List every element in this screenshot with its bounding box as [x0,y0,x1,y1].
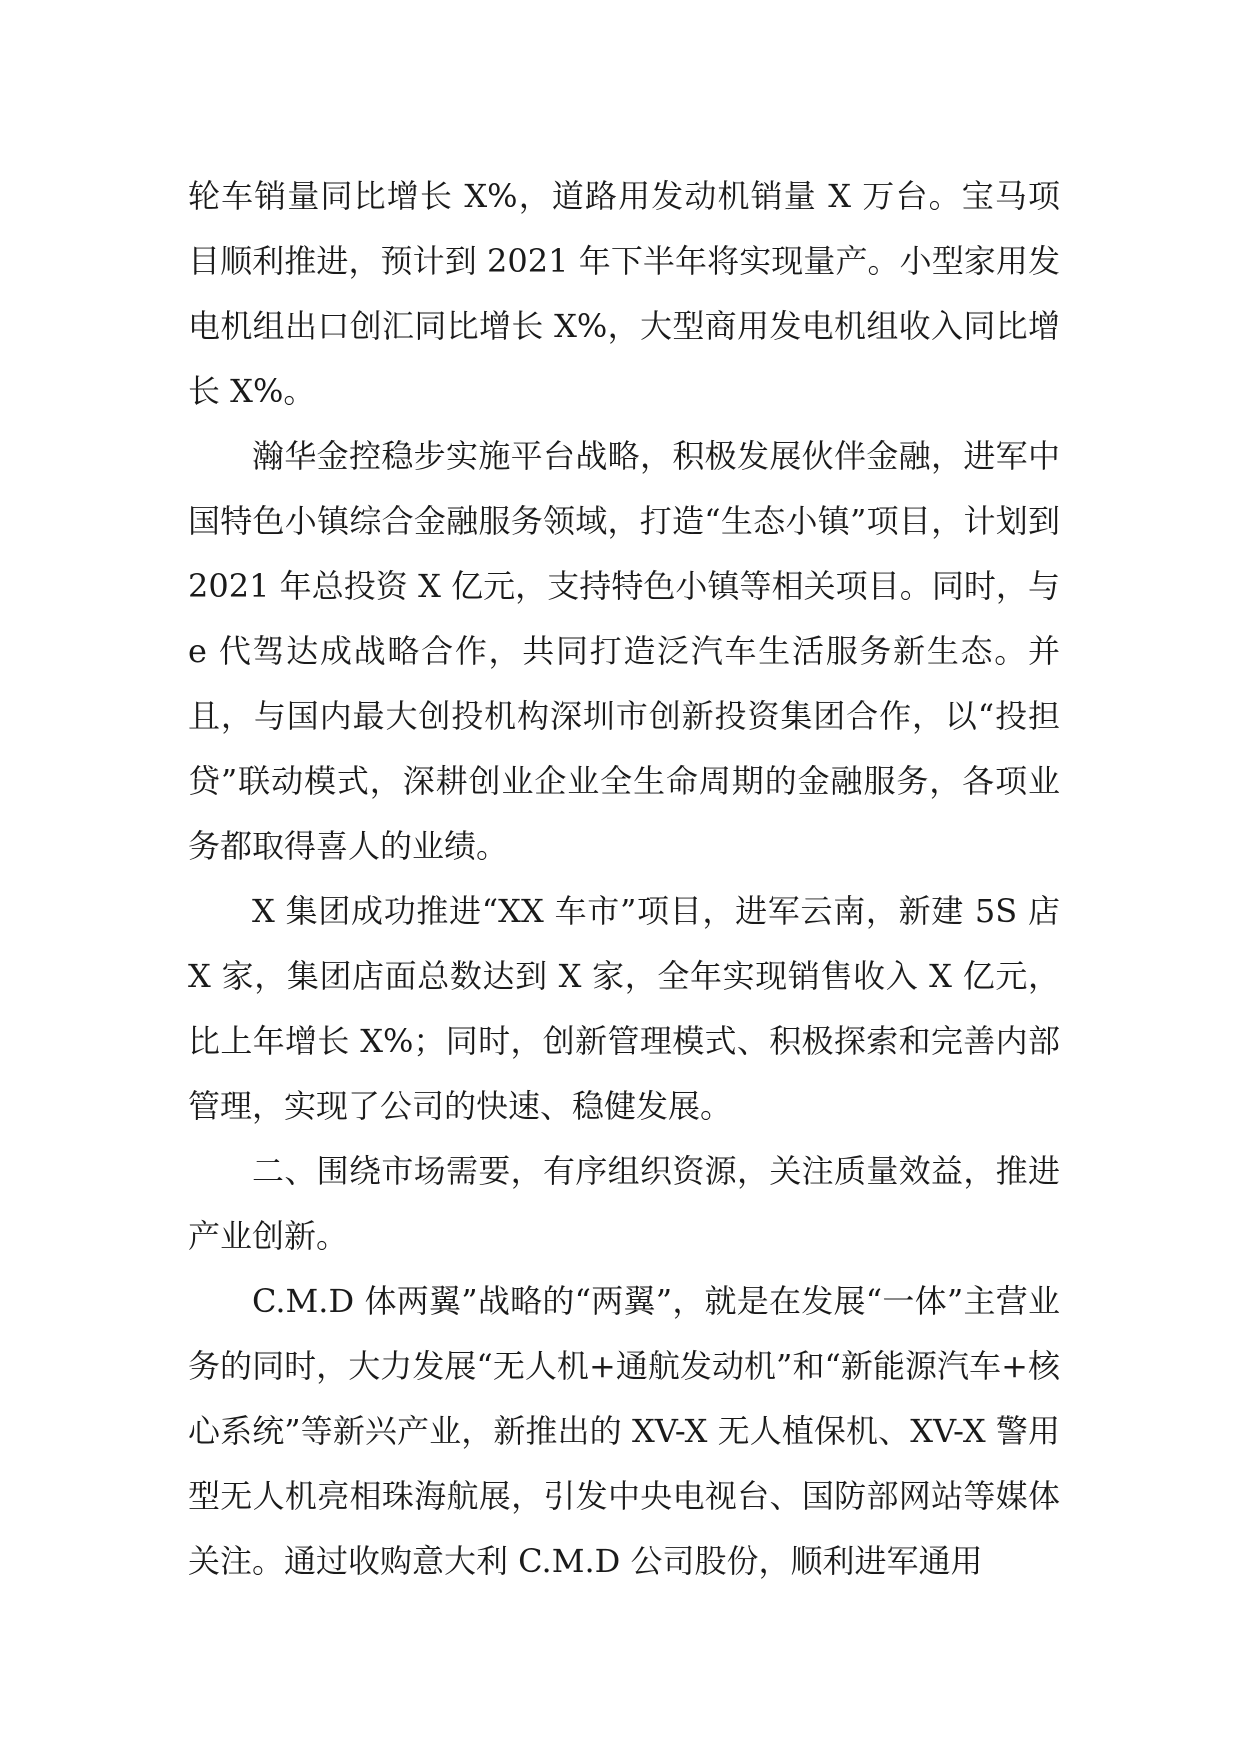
paragraph-3: X 集团成功推进“XX 车市”项目，进军云南，新建 5S 店 X 家，集团店面总数达到 X 家，全年实现销售收入 X 亿元，比上年增长 X%；同时，创新管理模式、积极探索和完善内部管理，实现了公司的快速、稳健发展。 [188,892,1060,1125]
paragraph-1: 轮车销量同比增长 X%，道路用发动机销量 X 万台。宝马项目顺利推进，预计到 2021 年下半年将实现量产。小型家用发电机组出口创汇同比增长 X%，大型商用发电机组收入同比增长 X%。 [188,177,1060,410]
document-body [188,164,1060,1594]
paragraph-2: 瀚华金控稳步实施平台战略，积极发展伙伴金融，进军中国特色小镇综合金融服务领域，打造“生态小镇”项目，计划到 2021 年总投资 X 亿元，支持特色小镇等相关项目。同时，与 e 代驾达成战略合作，共同打造泛汽车生活服务新生态。并且，与国内最大创投机构深圳市创新投资集团合作，以“投担贷”联动模式，深耕创业企业全生命周期的金融服务，各项业务都取得喜人的业绩。 [188,437,1060,865]
section-heading-2: 二、围绕市场需要，有序组织资源，关注质量效益，推进产业创新。 [188,1152,1060,1255]
paragraph-4: C.M.D 体两翼”战略的“两翼”，就是在发展“一体”主营业务的同时，大力发展“无人机+通航发动机”和“新能源汽车+核心系统”等新兴产业，新推出的 XV-X 无人植保机、XV-X 警用型无人机亮相珠海航展，引发中央电视台、国防部网站等媒体关注。通过收购意大利 C.M.D 公司股份，顺利进军通用 [188,1282,1060,1580]
